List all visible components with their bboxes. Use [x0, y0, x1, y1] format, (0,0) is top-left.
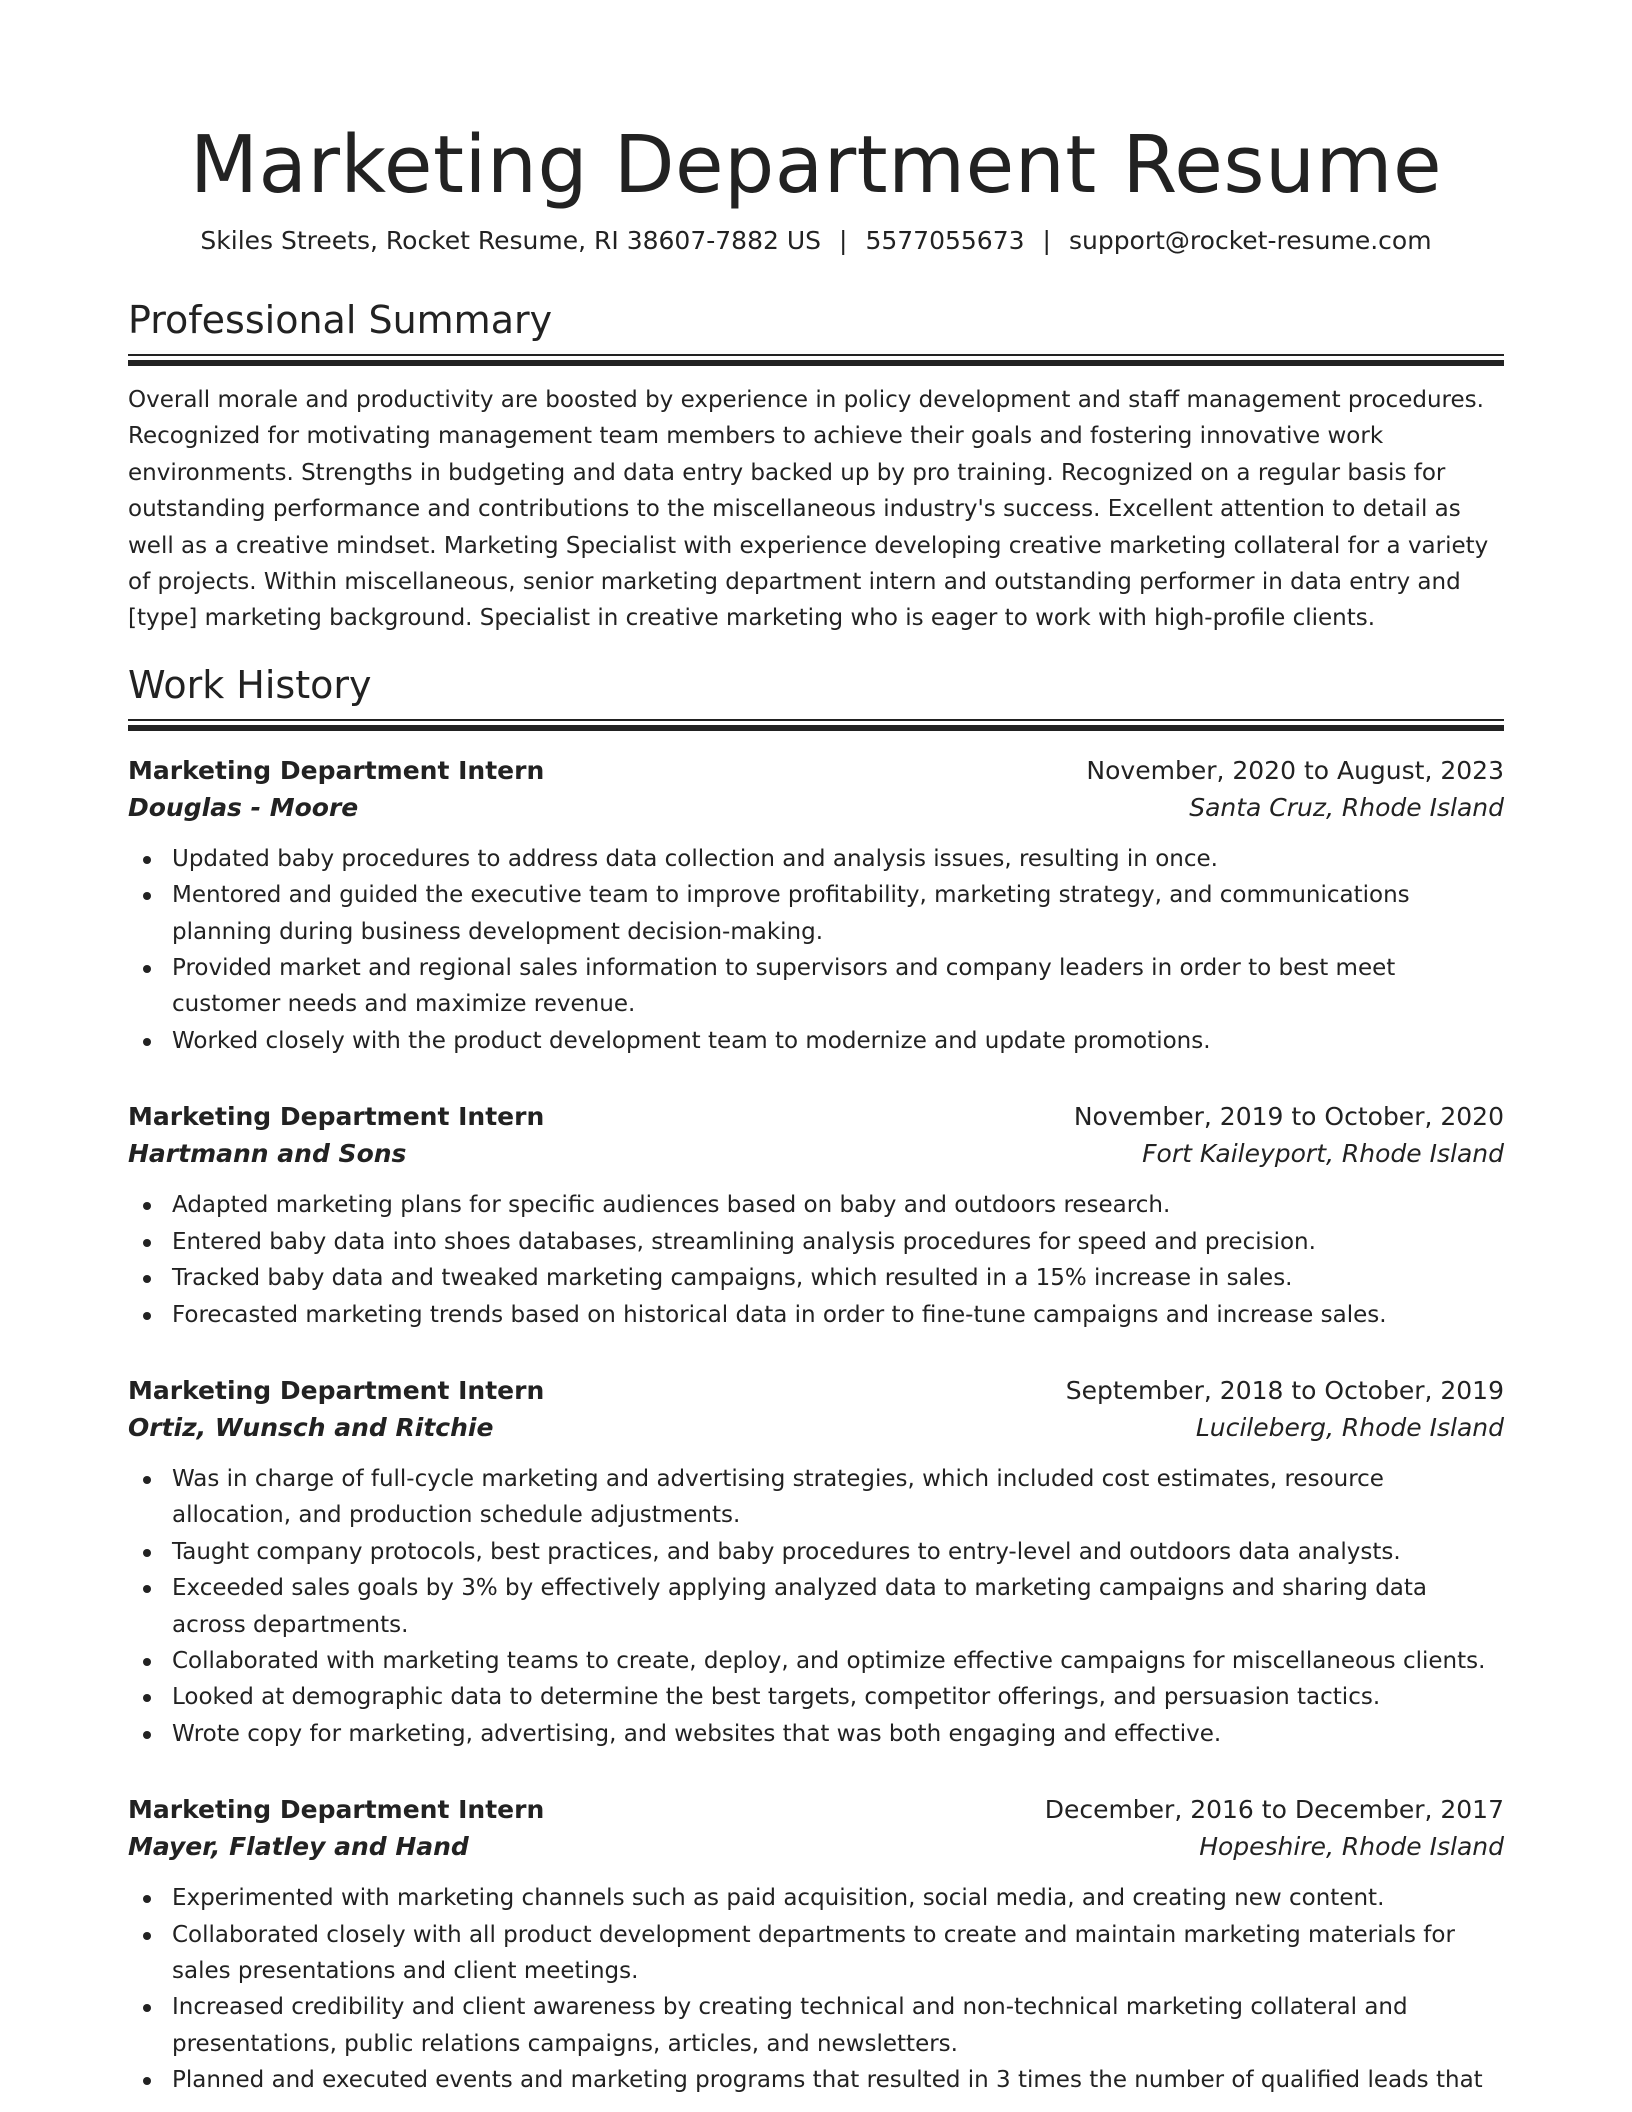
- contact-separator: |: [1042, 226, 1051, 255]
- job-bullet: Provided market and regional sales information to supervisors and company leaders in order to best meet customer needs and maximize revenue.: [172, 950, 1504, 1023]
- contact-separator: |: [839, 226, 848, 255]
- job-dates: November, 2019 to October, 2020: [1073, 1102, 1504, 1132]
- section-divider: [128, 719, 1504, 733]
- page-title: Marketing Department Resume: [189, 119, 1443, 211]
- job-bullet: Mentored and guided the executive team to improve profitability, marketing strategy, and communications planning during business development decision-making.: [172, 877, 1504, 950]
- job-bullet: Collaborated with marketing teams to create, deploy, and optimize effective campaigns for miscellaneous clients.: [172, 1643, 1504, 1679]
- job-header-row: [128, 753, 1504, 789]
- contact-line: [128, 224, 1504, 258]
- contact-address: Skiles Streets, Rocket Resume, RI 38607-7882 US: [200, 226, 822, 255]
- section-heading-work-history: Work History: [128, 662, 372, 707]
- job-bullets: [128, 841, 1504, 1059]
- job-dates: September, 2018 to October, 2019: [1065, 1375, 1504, 1405]
- work-history-section: [128, 661, 1504, 2099]
- job-header-row: [128, 1099, 1504, 1135]
- job-bullets: [128, 1880, 1504, 2098]
- summary-text: Overall morale and productivity are boosted by experience in policy development and staff management procedures. Recognized for motivating management team members to achieve their goals and fostering innovative work environments. Strengths in budgeting and data entry backed up by pro training. Recognized on a regular basis for outstanding performance and contributions to the miscellaneous industry's success. Excellent attention to detail as well as a creative mindset. Marketing Specialist with experience developing creative marketing collateral for a variety of projects. Within miscellaneous, senior marketing department intern and outstanding performer in data entry and [type] marketing background. Specialist in creative marketing who is eager to work with high-profile clients.: [128, 387, 1489, 632]
- job-location: Hopeshire, Rhode Island: [1199, 1832, 1504, 1862]
- job-bullet: Worked closely with the product development team to modernize and update promotions.: [172, 1023, 1504, 1059]
- job-bullet: Collaborated closely with all product development departments to create and maintain marketing materials for sales presentations and client meetings.: [172, 1917, 1504, 1990]
- job-entry: [128, 753, 1504, 1059]
- job-bullet: Wrote copy for marketing, advertising, and websites that was both engaging and effective.: [172, 1716, 1504, 1752]
- contact-phone: 5577055673: [865, 226, 1025, 255]
- job-bullet: Increased credibility and client awareness by creating technical and non-technical marketing collateral and presentations, public relations campaigns, articles, and newsletters.: [172, 1989, 1504, 2062]
- job-title: Marketing Department Intern: [128, 1102, 545, 1132]
- job-bullet: Forecasted marketing trends based on historical data in order to fine-tune campaigns and increase sales.: [172, 1297, 1504, 1333]
- job-company-row: [128, 1135, 1504, 1173]
- job-company-row: [128, 1828, 1504, 1866]
- job-title: Marketing Department Intern: [128, 1375, 545, 1405]
- job-bullet: Planned and executed events and marketing programs that resulted in 3 times the number of qualified leads that: [172, 2062, 1504, 2098]
- job-dates: November, 2020 to August, 2023: [1086, 755, 1504, 785]
- job-header-row: [128, 1373, 1504, 1409]
- job-location: Lucileberg, Rhode Island: [1195, 1412, 1504, 1442]
- job-company: Mayer, Flatley and Hand: [128, 1832, 469, 1862]
- job-company: Ortiz, Wunsch and Ritchie: [128, 1412, 494, 1442]
- job-bullet: Looked at demographic data to determine the best targets, competitor offerings, and persuasion tactics.: [172, 1679, 1504, 1715]
- job-entry: [128, 1099, 1504, 1333]
- resume-page: [128, 0, 1504, 2099]
- job-bullet: Taught company protocols, best practices, and baby procedures to entry-level and outdoors data analysts.: [172, 1534, 1504, 1570]
- job-bullets: [128, 1187, 1504, 1333]
- section-divider: [128, 354, 1504, 368]
- job-title: Marketing Department Intern: [128, 755, 545, 785]
- job-company: Douglas - Moore: [128, 792, 359, 822]
- job-bullet: Experimented with marketing channels such as paid acquisition, social media, and creating new content.: [172, 1880, 1504, 1916]
- job-bullet: Was in charge of full-cycle marketing and advertising strategies, which included cost estimates, resource allocation, and production schedule adjustments.: [172, 1461, 1504, 1534]
- job-bullets: [128, 1461, 1504, 1752]
- job-title: Marketing Department Intern: [128, 1795, 545, 1825]
- job-company-row: [128, 1409, 1504, 1447]
- job-bullet: Exceeded sales goals by 3% by effectively applying analyzed data to marketing campaigns and sharing data across departments.: [172, 1570, 1504, 1643]
- job-header-row: [128, 1792, 1504, 1828]
- job-bullet: Tracked baby data and tweaked marketing campaigns, which resulted in a 15% increase in sales.: [172, 1260, 1504, 1296]
- job-dates: December, 2016 to December, 2017: [1044, 1795, 1504, 1825]
- contact-email: support@rocket-resume.com: [1068, 226, 1432, 255]
- job-location: Fort Kaileyport, Rhode Island: [1142, 1139, 1504, 1169]
- professional-summary-section: [128, 296, 1504, 637]
- job-bullet: Updated baby procedures to address data collection and analysis issues, resulting in once.: [172, 841, 1504, 877]
- job-entry: [128, 1792, 1504, 2098]
- section-heading-summary: Professional Summary: [128, 298, 553, 342]
- job-entry: [128, 1373, 1504, 1752]
- job-company-row: [128, 789, 1504, 827]
- job-company: Hartmann and Sons: [128, 1139, 407, 1169]
- job-bullet: Adapted marketing plans for specific audiences based on baby and outdoors research.: [172, 1187, 1504, 1223]
- job-bullet: Entered baby data into shoes databases, streamlining analysis procedures for speed and precision.: [172, 1224, 1504, 1260]
- job-location: Santa Cruz, Rhode Island: [1189, 792, 1504, 822]
